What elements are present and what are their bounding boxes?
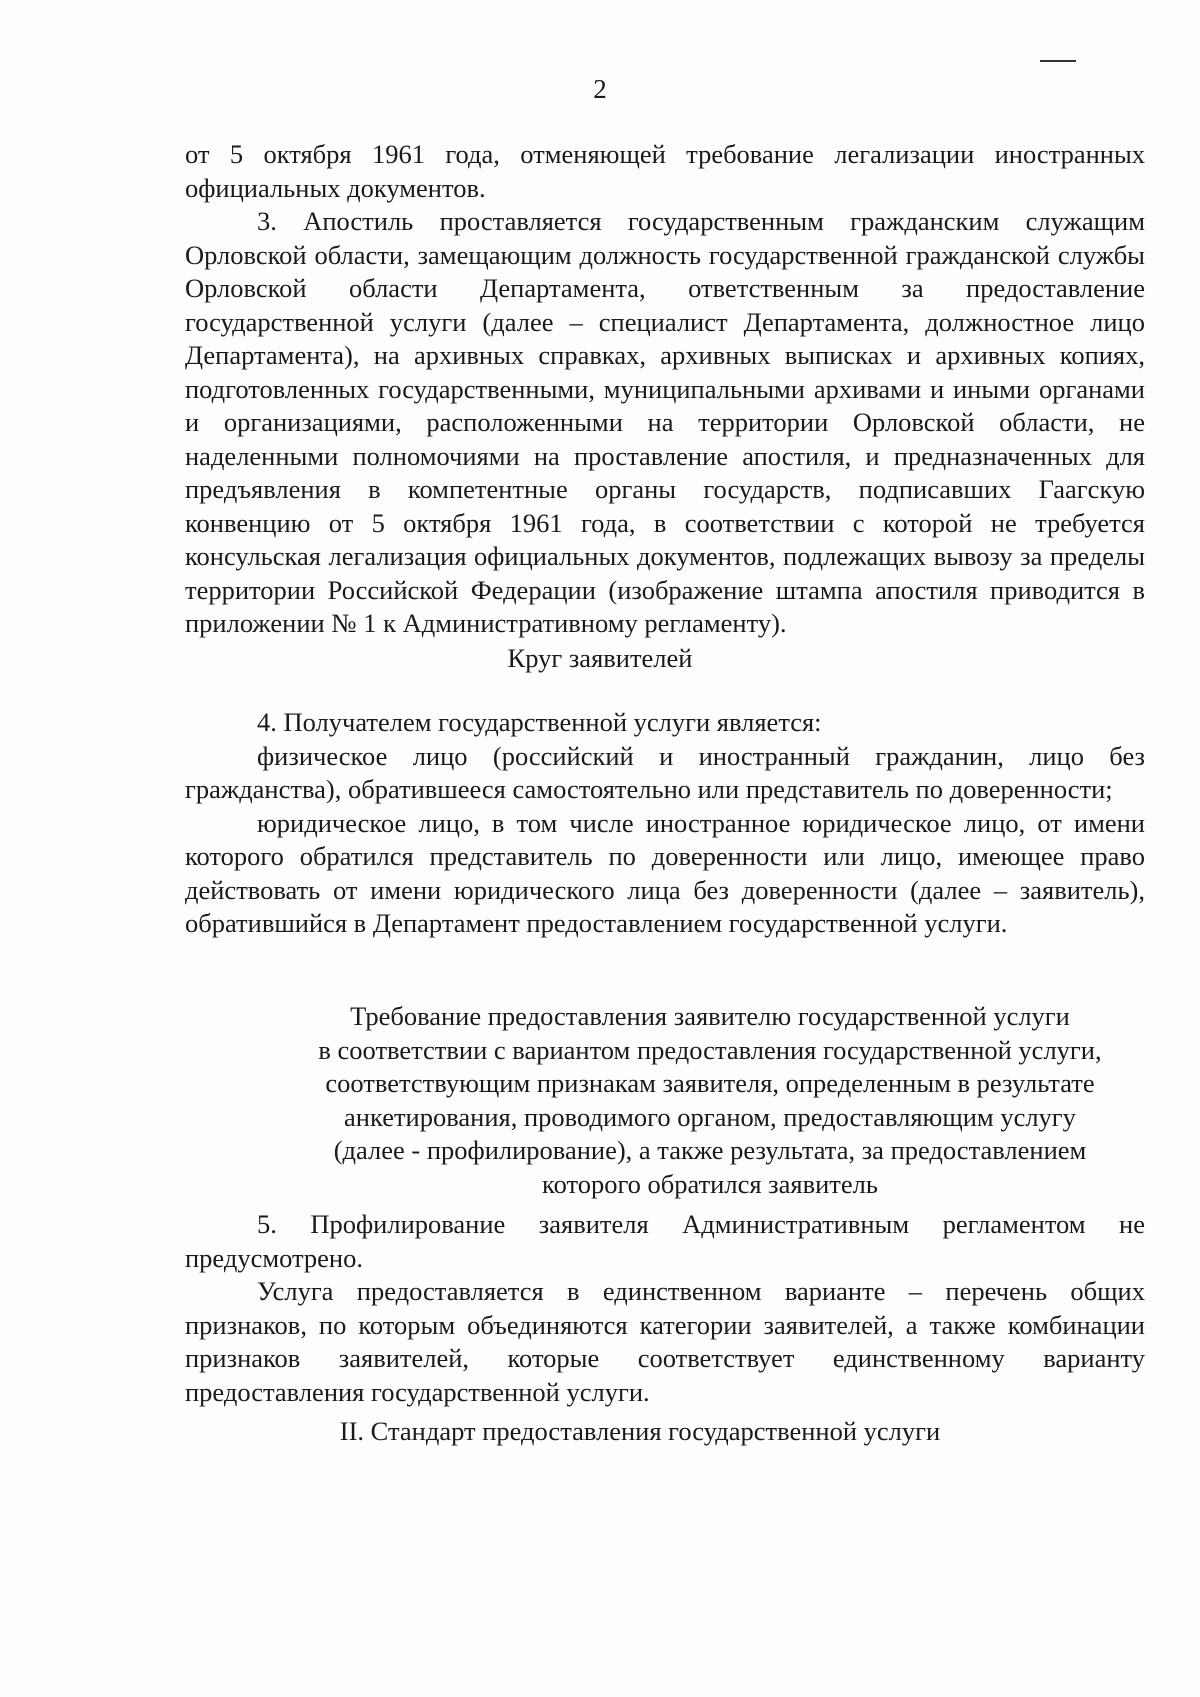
paragraph-3: 3. Апостиль проставляется государственным гражданским служащим Орловской области, замещающим должность государственной гражданской службы Орловской области Департамента, ответственным за предоставление государственной услуги (далее – специалист Департамента, должностное лицо Департамента), на архивных справках, архивных выписках и архивных копиях, подготовленных государственными, муниципальными архивами и иными органами и организациями, расположенными на территории Орловской области, не наделенными полномочиями на проставление апостиля, и предназначенных для предъявления в компетентные органы государств, подписавших Гаагскую конвенцию от 5 октября 1961 года, в соответствии с которой не требуется консульская легализация официальных документов, подлежащих вывозу за пределы территории Российской Федерации (изображение штампа апостиля приводится в приложении № 1 к Административному регламенту).	[185, 206, 1145, 638]
page-number: 2	[593, 74, 607, 104]
body-text-applicants	[185, 706, 1145, 941]
corner-dash	[1040, 60, 1076, 62]
heading-applicants: Круг заявителей	[507, 643, 693, 673]
heading-requirement-line: (далее - профилирование), а также результата, за предоставлением	[333, 1135, 1087, 1165]
heading-requirement-line: анкетирования, проводимого органом, предоставляющим услугу	[344, 1101, 1076, 1132]
heading-section-2: II. Стандарт предоставления государственной услуги	[339, 1416, 941, 1446]
body-text-top	[185, 138, 1145, 641]
heading-requirement	[230, 1000, 1190, 1201]
heading-requirement-line: Требование предоставления заявителю государственной услуги	[350, 1001, 1070, 1031]
heading-requirement-line: в соответствии с вариантом предоставления государственной услуги,	[318, 1034, 1102, 1065]
paragraph-single-variant: Услуга предоставляется в единственном варианте – перечень общих признаков, по которым объединяются категории заявителей, а также комбинации признаков заявителей, которые соответствует единственному варианту предоставления государственной услуги.	[185, 1276, 1145, 1407]
paragraph-legal-entity: юридическое лицо, в том числе иностранное юридическое лицо, от имени которого обратился представитель по доверенности или лицо, имеющее право действовать от имени юридического лица без доверенности (далее – заявитель), обратившийся в Департамент предоставлением государственной услуги.	[185, 807, 1145, 938]
heading-requirement-line: которого обратился заявитель	[542, 1168, 878, 1199]
paragraph-continuation: от 5 октября 1961 года, отменяющей требование легализации иностранных официальных документов.	[185, 139, 1145, 203]
heading-requirement-line: соответствующим признакам заявителя, определенным в результате	[325, 1068, 1095, 1098]
paragraph-5: 5. Профилирование заявителя Административным регламентом не предусмотрено.	[185, 1209, 1145, 1273]
paragraph-4: 4. Получателем государственной услуги является:	[257, 707, 822, 737]
paragraph-individual: физическое лицо (российский и иностранный гражданин, лицо без гражданства), обратившееся самостоятельно или представитель по доверенности;	[185, 740, 1145, 804]
body-text-profiling	[185, 1208, 1145, 1409]
